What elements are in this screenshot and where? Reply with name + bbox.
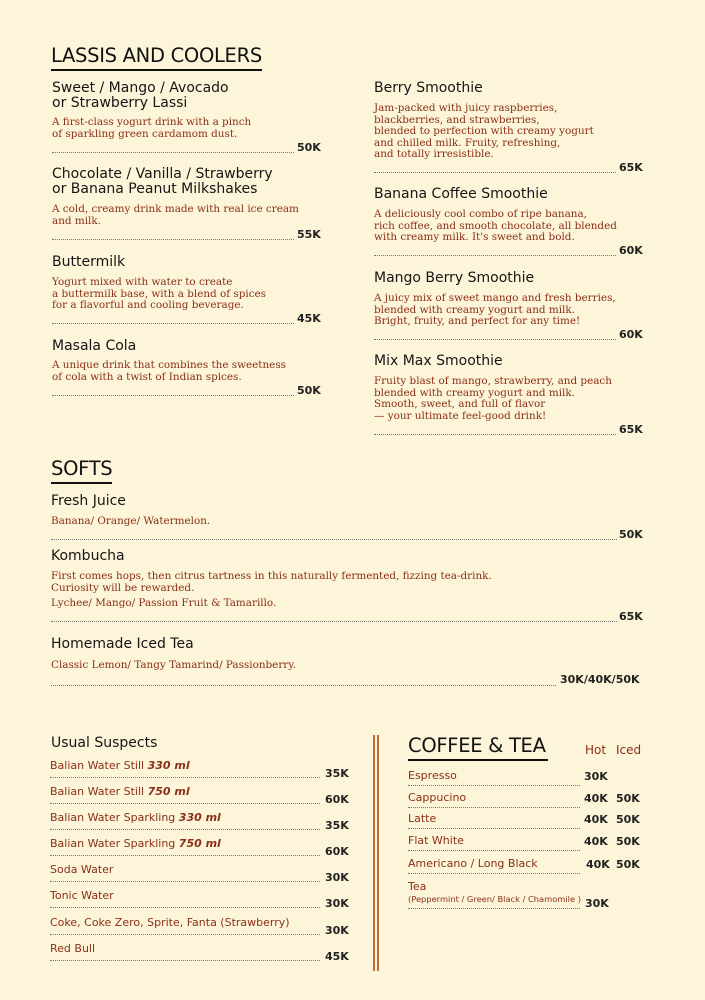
usual-item-price: 35K: [325, 767, 349, 780]
smoothie-item-desc: [374, 376, 612, 422]
desc-line: and milk.: [52, 214, 101, 227]
smoothie-item-price: 65K: [619, 423, 643, 436]
usual-item-size: 330 ml: [147, 759, 190, 772]
coffee-item-name: Espresso: [408, 769, 457, 782]
usual-item-label: Soda Water: [50, 863, 114, 876]
usual-item-price: 35K: [325, 819, 349, 832]
dotted-leader: [51, 685, 556, 686]
dotted-leader: [50, 934, 320, 935]
smoothie-item-name: Berry Smoothie: [374, 80, 483, 96]
coffee-hot-price: 40K: [584, 813, 608, 826]
soft-item-price: 30K/40K/50K: [560, 673, 640, 686]
dotted-leader: [50, 881, 320, 882]
usual-item-price: 45K: [325, 950, 349, 963]
usual-item-label: Balian Water Still: [50, 785, 145, 798]
usual-item-price: 60K: [325, 793, 349, 806]
dotted-leader: [374, 172, 616, 173]
lassi-item-price: 50K: [297, 141, 321, 154]
usual-item-price: 60K: [325, 845, 349, 858]
usual-item-label: Balian Water Sparkling: [50, 837, 176, 850]
name-line: Masala Cola: [52, 338, 137, 354]
dotted-leader: [408, 850, 580, 851]
desc-line: blended to perfection with creamy yogurt: [374, 125, 594, 137]
soft-item-name: Homemade Iced Tea: [51, 636, 194, 652]
buttermilk-item-price: 45K: [297, 312, 321, 325]
name-line: Chocolate / Vanilla / Strawberry: [52, 166, 273, 182]
coffee-hot-price: 40K: [586, 858, 610, 871]
tea-item-varieties: (Peppermint / Green/ Black / Chamomile ): [408, 894, 581, 904]
soft-item-options: Lychee/ Mango/ Passion Fruit & Tamarillo.: [51, 597, 277, 609]
desc-line: Fruity blast of mango, strawberry, and peach: [374, 375, 612, 387]
coffee-item-name: Flat White: [408, 834, 464, 847]
usual-item-name: [50, 863, 113, 876]
smoothie-item-price: 60K: [619, 328, 643, 341]
desc-line: A cold, creamy drink made with real ice cream: [52, 203, 299, 215]
smoothie-item-desc: [374, 209, 617, 244]
usual-item-price: 30K: [325, 897, 349, 910]
coffee-item-name: Cappucino: [408, 791, 467, 804]
smoothie-item-name: Banana Coffee Smoothie: [374, 186, 548, 202]
masala-cola-item-price: 50K: [297, 384, 321, 397]
coffee-item-name: Americano / Long Black: [408, 857, 538, 870]
coffee-iced-price: 50K: [616, 813, 640, 826]
usual-item-size: 330 ml: [178, 811, 221, 824]
desc-line: and totally irresistible.: [374, 148, 494, 160]
smoothie-item-name: Mix Max Smoothie: [374, 353, 503, 369]
desc-line: blended with creamy yogurt and milk.: [374, 386, 575, 399]
desc-line: blended with creamy yogurt and milk.: [374, 303, 575, 316]
dotted-leader: [50, 803, 320, 804]
desc-line: A deliciously cool combo of ripe banana,: [374, 208, 587, 220]
soft-item-desc: [51, 571, 492, 594]
desc-line: A first-class yogurt drink with a pinch: [52, 116, 252, 128]
usual-item-name: [50, 785, 190, 798]
usual-item-name: [50, 942, 95, 955]
soft-item-name: Fresh Juice: [51, 493, 126, 509]
soft-item-name: Kombucha: [51, 548, 125, 564]
dotted-leader: [408, 785, 580, 786]
desc-line: rich coffee, and smooth chocolate, all blended: [374, 219, 617, 232]
dotted-leader: [374, 339, 616, 340]
column-divider: [377, 735, 379, 971]
dotted-leader: [51, 621, 617, 622]
dotted-leader: [52, 152, 294, 153]
dotted-leader: [374, 434, 616, 435]
dotted-leader: [50, 855, 320, 856]
smoothie-item-price: 65K: [619, 161, 643, 174]
section-title-lassis: LASSIS AND COOLERS: [51, 44, 262, 71]
coffee-iced-price: 50K: [616, 792, 640, 805]
section-title-usual: Usual Suspects: [51, 735, 158, 751]
usual-item-label: Tonic Water: [50, 889, 114, 902]
usual-item-size: 750 ml: [178, 837, 221, 850]
milkshake-item-desc: [52, 204, 299, 227]
usual-item-size: 750 ml: [147, 785, 190, 798]
dotted-leader: [50, 777, 320, 778]
milkshake-item-name: [52, 167, 273, 197]
dotted-leader: [374, 255, 616, 256]
usual-item-label: Red Bull: [50, 942, 96, 955]
dotted-leader: [50, 829, 320, 830]
desc-line: a buttermilk base, with a blend of spices: [52, 287, 267, 300]
lassi-item-name: [52, 81, 229, 111]
section-title-coffee: COFFEE & TEA: [408, 734, 548, 761]
name-line: or Strawberry Lassi: [52, 95, 188, 111]
iced-column-header: Iced: [616, 743, 642, 757]
dotted-leader: [52, 395, 294, 396]
desc-line: of cola with a twist of Indian spices.: [52, 370, 242, 383]
dotted-leader: [50, 907, 320, 908]
smoothie-item-desc: [374, 103, 594, 161]
soft-item-desc: Banana/ Orange/ Watermelon.: [51, 515, 211, 527]
soft-item-price: 50K: [619, 528, 643, 541]
desc-line: and chilled milk. Fruity, refreshing,: [374, 136, 561, 149]
coffee-hot-price: 40K: [584, 835, 608, 848]
name-line: or Banana Peanut Milkshakes: [52, 181, 258, 197]
usual-item-price: 30K: [325, 871, 349, 884]
hot-column-header: Hot: [585, 743, 607, 757]
soft-item-desc: Classic Lemon/ Tangy Tamarind/ Passionberry.: [51, 659, 297, 671]
desc-line: for a flavorful and cooling beverage.: [52, 299, 244, 311]
desc-line: A juicy mix of sweet mango and fresh berries,: [374, 292, 616, 304]
usual-item-name: [50, 916, 290, 929]
buttermilk-item-name: [52, 255, 125, 270]
coffee-hot-price: 40K: [584, 792, 608, 805]
section-title-softs: SOFTS: [51, 457, 112, 484]
usual-item-label: Coke, Coke Zero, Sprite, Fanta (Strawberry): [50, 916, 290, 929]
smoothie-item-desc: [374, 293, 616, 328]
desc-line: Yogurt mixed with water to create: [52, 276, 233, 288]
desc-line: Bright, fruity, and perfect for any time!: [374, 315, 581, 327]
tea-item-name: Tea: [408, 880, 427, 893]
coffee-iced-price: 50K: [616, 835, 640, 848]
coffee-hot-price: 30K: [584, 770, 608, 783]
desc-line: of sparkling green cardamom dust.: [52, 127, 238, 140]
usual-item-label: Balian Water Sparkling: [50, 811, 176, 824]
usual-item-price: 30K: [325, 924, 349, 937]
name-line: Sweet / Mango / Avocado: [52, 80, 229, 96]
desc-line: with creamy milk. It's sweet and bold.: [374, 231, 575, 243]
milkshake-item-price: 55K: [297, 228, 321, 241]
dotted-leader: [408, 828, 580, 829]
soft-item-price: 65K: [619, 610, 643, 623]
dotted-leader: [408, 807, 580, 808]
dotted-leader: [408, 908, 580, 909]
lassi-item-desc: [52, 117, 251, 140]
dotted-leader: [408, 873, 580, 874]
dotted-leader: [50, 960, 320, 961]
coffee-item-name: Latte: [408, 812, 437, 825]
desc-line: A unique drink that combines the sweetness: [52, 359, 286, 371]
desc-line: Jam-packed with juicy raspberries,: [374, 102, 558, 114]
usual-item-label: Balian Water Still: [50, 759, 145, 772]
coffee-iced-price: 50K: [616, 858, 640, 871]
column-divider: [373, 735, 375, 971]
desc-line: blackberries, and strawberries,: [374, 113, 540, 126]
desc-line: Smooth, sweet, and full of flavor: [374, 398, 546, 410]
smoothie-item-name: Mango Berry Smoothie: [374, 270, 535, 286]
usual-item-name: [50, 889, 114, 902]
desc-line: — your ultimate feel-good drink!: [374, 409, 547, 422]
usual-item-name: [50, 837, 221, 850]
dotted-leader: [51, 539, 617, 540]
usual-item-name: [50, 759, 190, 772]
dotted-leader: [52, 239, 294, 240]
buttermilk-item-desc: [52, 277, 266, 312]
tea-hot-price: 30K: [585, 897, 609, 910]
masala-cola-item-name: [52, 339, 136, 354]
masala-cola-item-desc: [52, 360, 286, 383]
name-line: Buttermilk: [52, 254, 126, 270]
desc-line: First comes hops, then citrus tartness in this naturally fermented, fizzing tea-drink.: [51, 570, 492, 582]
dotted-leader: [52, 323, 294, 324]
desc-line: Curiosity will be rewarded.: [51, 581, 195, 594]
smoothie-item-price: 60K: [619, 244, 643, 257]
usual-item-name: [50, 811, 221, 824]
